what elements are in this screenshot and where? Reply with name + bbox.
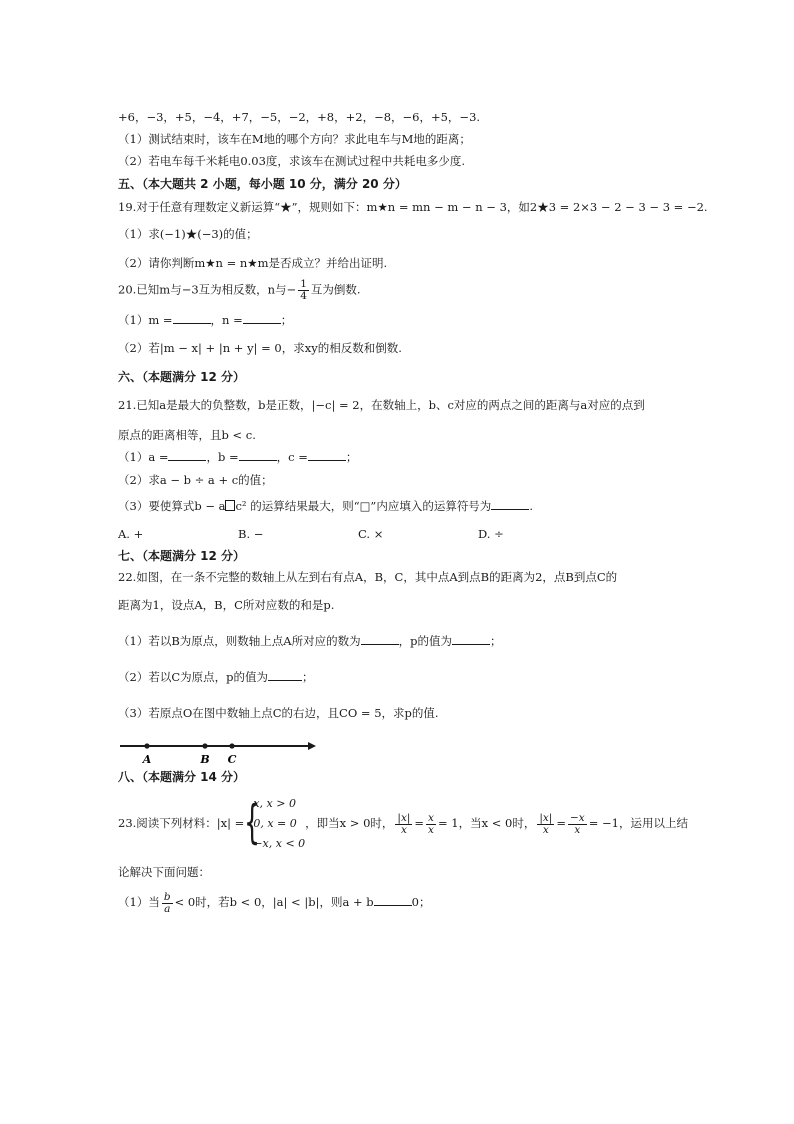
q20-part1-label-n: ，n = [210, 313, 243, 327]
q23-stem-c: 论解决下面问题： [118, 865, 210, 879]
q22-stem-line2: 距离为1，设点A，B，C所对应数的和是p. [118, 598, 335, 612]
q21-blank-b[interactable] [239, 449, 277, 461]
fraction-negx-over-x [568, 813, 587, 836]
q23-stem-a: 23.阅读下列材料：|x| = [118, 816, 245, 830]
q21-stem-line1: 21.已知a是最大的负整数，b是正数，|−c| = 2，在数轴上，b、c对应的两点之间的距离与a对应的点到 [118, 398, 645, 412]
q21-option-a[interactable]: A. + [118, 527, 144, 541]
q21-label-b: ，b = [206, 450, 239, 464]
q22-blank-p2[interactable] [268, 669, 302, 681]
q18-part1: （1）测试结束时，该车在M地的哪个方向？求此电车与M地的距离； [118, 132, 471, 146]
frac2-num: x [428, 811, 434, 824]
q22-part2-a: （2）若以C为原点，p的值为 [118, 670, 268, 684]
q21-part1-end: ； [345, 450, 358, 464]
q20-fraction-num: 1 [300, 278, 307, 290]
q19-stem: 19.对于任意有理数定义新运算“★”，规则如下：m★n = mn − m − n − 3，如2★3 = 2×3 − 2 − 3 − 3 = −2. [118, 200, 708, 214]
q21-part3-a: （3）要使算式b − a [118, 499, 226, 513]
frac2-den: x [428, 823, 434, 836]
q22-part1-b: ，p的值为 [398, 634, 452, 648]
q18-part2: （2）若电车每千米耗电0.03度，求该车在测试过程中共耗电多少度. [118, 154, 466, 168]
q21-option-d[interactable]: D. ÷ [478, 527, 504, 541]
q21-label-a: （1）a = [118, 450, 169, 464]
frac5-num: b [163, 890, 171, 903]
q22-part1-a: （1）若以B为原点，则数轴上点A所对应的数为 [118, 634, 361, 648]
q23-eq1: = 1，当x < 0时， [437, 816, 536, 830]
fraction-absx-over-x-2 [537, 813, 554, 836]
q23-stem: 23.阅读下列材料：|x| = { x, x > 0 0, x = 0 −x, x < 0 ，即当x > 0时， $\frac{|x|}{x}$ = $\frac{x}{x}$ = 1，当x < 0时， $\frac{|x|}{x}$ = $\frac{-x}{x}$ = −1，运用以上结 [118, 794, 688, 854]
q20-part1-label-m: （1）m = [118, 313, 173, 327]
q20-stem [118, 279, 361, 302]
q21-blank-c[interactable] [308, 449, 346, 461]
q21-part3-end: . [529, 499, 533, 513]
point-b-dot [202, 743, 207, 748]
case-negative: −x, x < 0 [253, 837, 306, 850]
point-b-label: B [200, 753, 210, 766]
q23-stem-b: ，即当x > 0时， [305, 816, 394, 830]
q20-stem-a: 20.已知m与−3互为相反数，n与− [118, 282, 297, 297]
operator-box-icon [225, 500, 235, 511]
frac1-num: |x| [397, 811, 411, 824]
q22-part2-end: ； [301, 670, 314, 684]
q22-part1 [118, 633, 501, 649]
q20-part1 [118, 312, 292, 328]
q21-label-c: ，c = [276, 450, 308, 464]
point-a-dot [144, 743, 149, 748]
number-line-figure [118, 736, 322, 766]
q20-blank-m[interactable] [173, 312, 211, 324]
q23-part1-b: < 0时，若b < 0，|a| < |b|，则a + b [174, 895, 374, 909]
q21-part1 [118, 449, 357, 465]
frac1-den: x [400, 823, 407, 836]
q20-blank-n[interactable] [243, 312, 281, 324]
q23-blank-compare[interactable] [374, 894, 412, 906]
q21-part2: （2）求a − b ÷ a + c的值； [118, 473, 273, 487]
q23-part1-end: 0； [411, 895, 431, 909]
q22-stem-line1: 22.如图，在一条不完整的数轴上从左到右有点A，B，C，其中点A到点B的距离为2，点B到点C的 [118, 570, 618, 584]
q21-stem-line2: 原点的距离相等，且b < c. [118, 428, 256, 442]
fraction-x-over-x [426, 813, 436, 836]
point-c-label: C [227, 753, 237, 766]
q20-fraction [298, 279, 309, 302]
q20-part1-end: ； [280, 313, 293, 327]
q22-part2 [118, 669, 313, 685]
q18-sequence: +6，−3，+5，−4，+7，−5，−2，+8，+2，−8，−6，+5，−3. [118, 110, 481, 124]
point-a-label: A [142, 753, 152, 766]
q21-option-c[interactable]: C. × [358, 527, 384, 541]
q22-part1-end: ； [489, 634, 502, 648]
frac4-den: x [574, 823, 581, 836]
q21-part3 [118, 498, 533, 514]
piecewise-definition [244, 794, 305, 854]
q20-part2: （2）若|m − x| + |n + y| = 0，求xy的相反数和倒数. [118, 341, 402, 355]
q23-part1 [118, 889, 430, 915]
number-line-arrow-icon [308, 742, 316, 750]
q20-stem-b: 互为倒数. [310, 282, 361, 297]
section-7-title: 七、（本题满分 12 分） [118, 549, 246, 563]
section-6-title: 六、（本题满分 12 分） [118, 370, 246, 384]
q21-blank-a[interactable] [168, 449, 206, 461]
fraction-absx-over-x-1 [395, 813, 412, 836]
q21-blank-operator[interactable] [491, 498, 529, 510]
section-5-title: 五、（本大题共 2 小题，每小题 10 分，满分 20 分） [118, 177, 407, 191]
q19-part2: （2）请你判断m★n = n★m是否成立？并给出证明. [118, 256, 388, 270]
frac4-num: −x [569, 811, 585, 824]
q20-fraction-den: 4 [300, 290, 307, 302]
frac3-num: |x| [539, 811, 553, 824]
q21-option-b[interactable]: B. − [238, 527, 264, 541]
case-positive: x, x > 0 [253, 797, 296, 810]
q23-part1-a: （1）当 [118, 895, 160, 909]
q21-part3-b: c² 的运算结果最大，则“□”内应填入的运算符号为 [235, 499, 492, 513]
frac3-den: x [542, 823, 549, 836]
q19-part1: （1）求(−1)★(−3)的值； [118, 227, 258, 241]
q22-blank-p1[interactable] [452, 633, 490, 645]
fraction-b-over-a [162, 892, 173, 915]
left-brace-icon: { [244, 795, 261, 849]
point-c-dot [229, 743, 234, 748]
section-8-title: 八、（本题满分 14 分） [118, 770, 246, 784]
q22-blank-a[interactable] [361, 633, 399, 645]
q23-eq2: = −1，运用以上结 [588, 816, 688, 830]
frac5-den: a [164, 902, 171, 915]
case-zero: 0, x = 0 [253, 817, 297, 830]
q22-part3: （3）若原点O在图中数轴上点C的右边，且CO = 5，求p的值. [118, 706, 439, 720]
